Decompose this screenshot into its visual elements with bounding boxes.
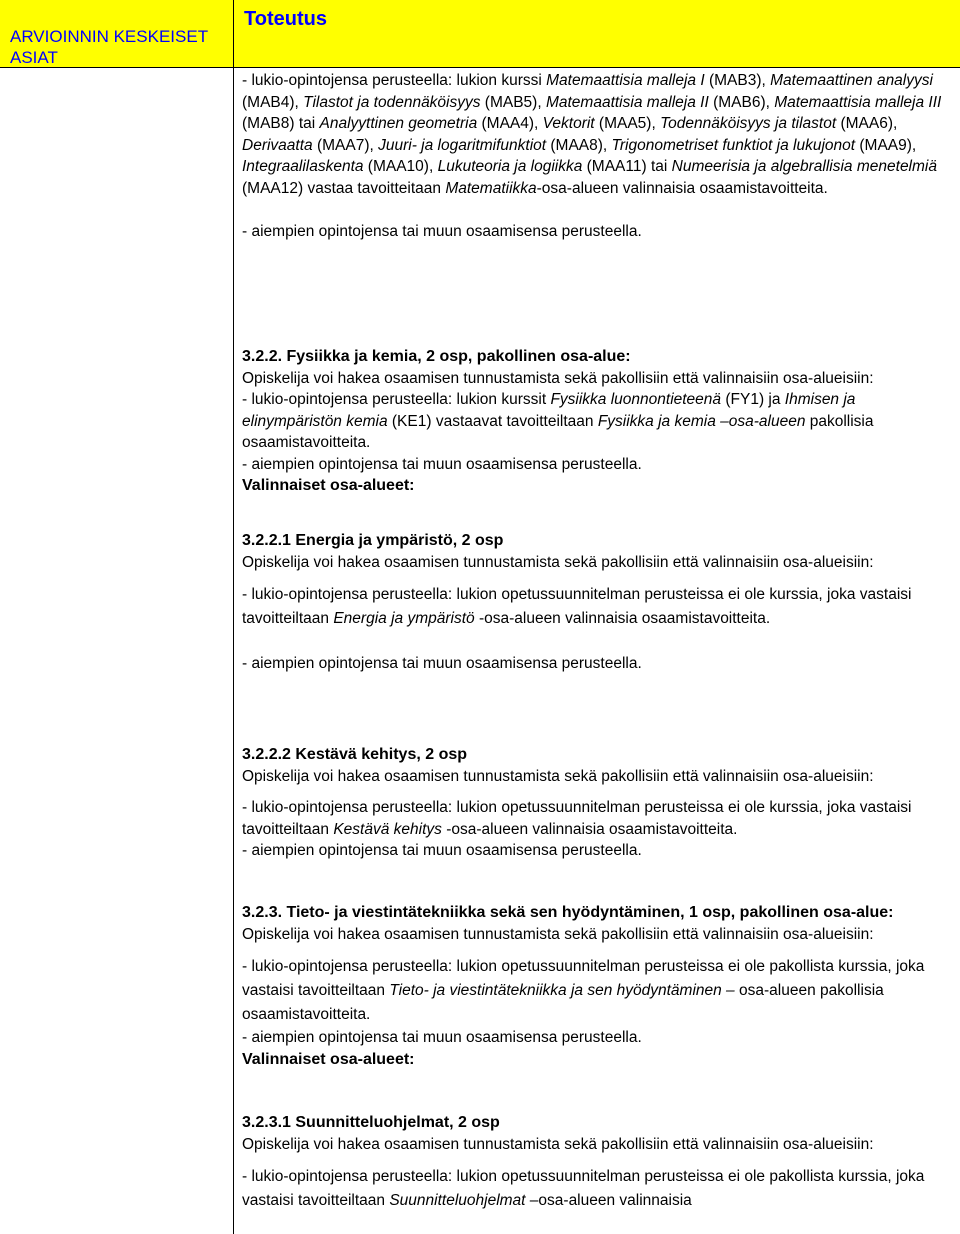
text-run: (MAA6), bbox=[836, 115, 902, 132]
text-run: osa-alueen pakollisia osaamistavoitteita. bbox=[242, 982, 889, 1023]
left-header-title: ARVIOINNIN KESKEISET ASIAT bbox=[10, 27, 208, 67]
section-heading: 3.2.2. Fysiikka ja kemia, 2 osp, pakollinen osa-alue: bbox=[242, 348, 631, 365]
text-run: (MAA5), bbox=[594, 115, 661, 132]
text-run: - lukio-opintojensa perusteella: lukion kurssit bbox=[242, 391, 551, 408]
text-run: -osa-alueen valinnaisia osaamistavoitteita. bbox=[441, 820, 738, 838]
text-run: -osa-alueen valinnaisia osaamistavoitteita. bbox=[536, 179, 828, 197]
text-run: -osa-alueen valinnaisia osaamistavoitteita. bbox=[474, 610, 771, 627]
section-paragraph bbox=[242, 389, 952, 454]
italic-text-run: Juuri- ja logaritmifunktiot bbox=[378, 136, 547, 154]
section-prior-learning: - aiempien opintojensa tai muun osaamisensa perusteella. bbox=[242, 842, 642, 859]
text-run: (MAB3), bbox=[704, 72, 771, 89]
text-run: - lukio-opintojensa perusteella: lukion opetussuunnitelman perusteissa ei ole pakollista kurssia, joka vastaisi tavoitteiltaan bbox=[242, 1168, 929, 1209]
text-run: (MAB6), bbox=[708, 93, 775, 111]
italic-text-run: Energia ja ympäristö bbox=[333, 610, 475, 627]
section-prior-learning: - aiempien opintojensa tai muun osaamisensa perusteella. bbox=[242, 655, 642, 672]
text-run: (MAA9), bbox=[855, 136, 921, 154]
section-design-software bbox=[242, 1112, 952, 1213]
text-run: (MAB8) tai bbox=[242, 93, 946, 132]
math-paragraph bbox=[242, 70, 952, 199]
italic-text-run: Fysiikka ja kemia –osa-alueen bbox=[597, 412, 806, 430]
text-run: (KE1) vastaavat tavoitteiltaan bbox=[387, 412, 598, 430]
text-run: (MAB5), bbox=[480, 93, 546, 111]
italic-text-run: Derivaatta bbox=[242, 136, 313, 154]
italic-text-run: Analyyttinen geometria bbox=[319, 115, 478, 132]
text-run: (MAA7), bbox=[312, 136, 379, 154]
italic-text-run: Tilastot ja todennäköisyys bbox=[303, 93, 481, 111]
right-header-title: Toteutus bbox=[244, 8, 327, 30]
text-run: (FY1) ja bbox=[721, 391, 785, 408]
section-heading: 3.2.2.2 Kestävä kehitys, 2 osp bbox=[242, 746, 468, 763]
section-paragraph bbox=[242, 955, 952, 1027]
italic-text-run: Tieto- ja viestintätekniikka ja sen hyödyntäminen – bbox=[389, 982, 735, 999]
section-intro: Opiskelija voi hakea osaamisen tunnustamista sekä pakollisiin että valinnaisiin osa-alueisiin: bbox=[242, 767, 874, 785]
italic-text-run: Lukuteoria ja logiikka bbox=[437, 158, 583, 175]
section-heading: 3.2.2.1 Energia ja ympäristö, 2 osp bbox=[242, 532, 504, 549]
italic-text-run: Ihmisen ja elinympäristön kemia bbox=[242, 391, 860, 430]
section-math bbox=[242, 70, 952, 243]
text-run: - lukio-opintojensa perusteella: lukion opetussuunnitelman perusteissa ei ole kurssia, joka vastaisi tavoitteiltaan bbox=[242, 586, 916, 627]
text-run: (MAA12) vastaa tavoitteitaan bbox=[242, 158, 942, 197]
left-header-cell bbox=[0, 0, 233, 68]
text-run: (MAA11) tai bbox=[582, 158, 672, 175]
italic-text-run: Kestävä kehitys bbox=[333, 820, 442, 838]
section-prior-learning: - aiempien opintojensa tai muun osaamisensa perusteella. bbox=[242, 1029, 642, 1046]
section-energy bbox=[242, 530, 952, 675]
italic-text-run: Suunnitteluohjelmat bbox=[389, 1192, 526, 1209]
text-run: (MAA10), bbox=[363, 158, 438, 175]
italic-text-run: Matemaattisia malleja III bbox=[774, 93, 942, 111]
text-run: (MAB4), bbox=[242, 72, 938, 111]
math-prior-learning: - aiempien opintojensa tai muun osaamisensa perusteella. bbox=[242, 223, 642, 240]
section-paragraph bbox=[242, 797, 952, 840]
italic-text-run: Vektorit bbox=[542, 115, 595, 132]
right-header-cell bbox=[234, 0, 960, 68]
italic-text-run: Todennäköisyys ja tilastot bbox=[660, 115, 837, 132]
italic-text-run: Matemaattisia malleja II bbox=[545, 93, 709, 111]
text-run: –osa-alueen valinnaisia bbox=[525, 1192, 692, 1209]
text-run: - lukio-opintojensa perusteella: lukion opetussuunnitelman perusteissa ei ole kurssia, joka vastaisi tavoitteiltaan bbox=[242, 799, 916, 838]
optional-areas-heading: Valinnaiset osa-alueet: bbox=[242, 1050, 415, 1068]
section-intro: Opiskelija voi hakea osaamisen tunnustamista sekä pakollisiin että valinnaisiin osa-alueisiin: bbox=[242, 1135, 874, 1153]
section-paragraph bbox=[242, 583, 952, 631]
italic-text-run: Trigonometriset funktiot ja lukujonot bbox=[611, 136, 856, 154]
text-run: (MAA4), bbox=[477, 115, 543, 132]
optional-areas-heading: Valinnaiset osa-alueet: bbox=[242, 477, 415, 494]
section-intro: Opiskelija voi hakea osaamisen tunnustamista sekä pakollisiin että valinnaisiin osa-alueisiin: bbox=[242, 925, 874, 943]
text-run: - lukio-opintojensa perusteella: lukion opetussuunnitelman perusteissa ei ole pakollista kurssia, joka vastaisi tavoitteiltaan bbox=[242, 958, 929, 999]
italic-text-run: Matemaattisia malleja I bbox=[546, 72, 705, 89]
text-run: pakollisia osaamistavoitteita. bbox=[242, 412, 878, 451]
italic-text-run: Fysiikka luonnontieteenä bbox=[550, 391, 722, 408]
text-run: (MAA8), bbox=[546, 136, 612, 154]
section-ict bbox=[242, 902, 952, 1070]
section-heading: 3.2.3.1 Suunnitteluohjelmat, 2 osp bbox=[242, 1114, 500, 1131]
section-physics-chemistry bbox=[242, 346, 952, 497]
section-intro: Opiskelija voi hakea osaamisen tunnustamista sekä pakollisiin että valinnaisiin osa-alueisiin: bbox=[242, 369, 874, 387]
italic-text-run: Numeerisia ja algebrallisia menetelmiä bbox=[671, 158, 937, 175]
section-intro: Opiskelija voi hakea osaamisen tunnustamista sekä pakollisiin että valinnaisiin osa-alueisiin: bbox=[242, 553, 874, 571]
italic-text-run: Matemaattinen analyysi bbox=[770, 72, 933, 89]
section-sustainable bbox=[242, 744, 952, 862]
section-prior-learning: - aiempien opintojensa tai muun osaamisensa perusteella. bbox=[242, 455, 642, 473]
italic-text-run: Integraalilaskenta bbox=[242, 158, 364, 175]
text-run: - lukio-opintojensa perusteella: lukion kurssi bbox=[242, 72, 547, 89]
section-paragraph bbox=[242, 1165, 952, 1213]
left-column bbox=[0, 0, 234, 1234]
section-heading: 3.2.3. Tieto- ja viestintätekniikka sekä sen hyödyntäminen, 1 osp, pakollinen osa-alue: bbox=[242, 904, 894, 921]
italic-text-run: Matematiikka bbox=[445, 179, 537, 197]
